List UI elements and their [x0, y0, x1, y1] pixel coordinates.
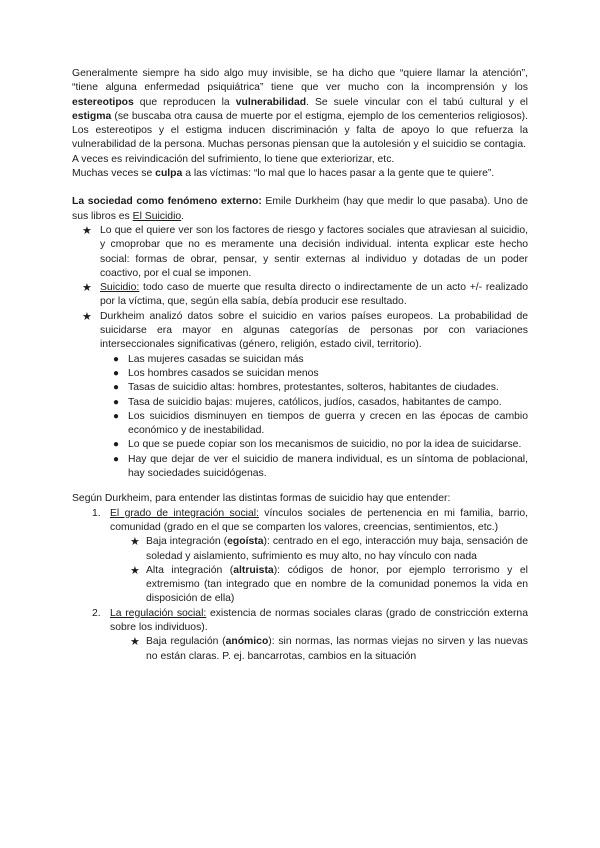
sub-list-regulacion — [110, 635, 528, 664]
document-body — [72, 67, 528, 664]
keyword-culpa: culpa — [155, 168, 183, 180]
star-bullet-icon: ★ — [130, 536, 140, 549]
list-item: 1. El grado de integración social: vínculos sociales de pertenencia en mi familia, barrio, comunidad (grado en el que se comparten los valores, creencias, sentimientos, etc.) ★ Baja integración (egoísta): centrado en el ego, interacción muy baja, sensación de soledad y aislamiento, sufrimiento es muy alto, no hay vínculo con nada ★ Alta integración (altruista): códigos de honor, por ejemplo terrorismo y el extremismo (tan integrado que en nombre de la comunidad ponemos la vida en disposición de ella) — [72, 507, 528, 607]
list-item: ★ Lo que el quiere ver son los factores de riesgo y factores sociales que atraviesan al suicidio, y cmoprobar que no es meramente una decisión individual. intenta explicar este hecho social: formas de obrar, pensar, y sentir externas al individuo y dotadas de un poder coactivo, por el cual se imponen. — [82, 224, 528, 279]
list-item: ● Lo que se puede copiar son los mecanismos de suicidio, no por la idea de suicidarse. — [128, 438, 528, 452]
list-item: ● Las mujeres casadas se suicidan más — [128, 353, 528, 367]
list-number: 1. — [92, 507, 101, 519]
keyword-altruista: altruista — [233, 564, 274, 576]
list-item: ● Los suicidios disminuyen en tiempos de guerra y crecen en las épocas de cambio económico y de inestabilidad. — [113, 410, 528, 437]
keyword-estereotipos: estereotipos — [72, 96, 134, 108]
keyword-estigma: estigma — [72, 110, 112, 122]
star-list-durkheim — [72, 224, 528, 353]
list-item: ● Tasa de suicidio bajas: mujeres, católicos, judíos, casados, habitantes de campo. — [128, 396, 528, 410]
intro-paragraph-2: A veces es reivindicación del sufrimiento, lo tiene que exteriorizar, etc. — [72, 153, 395, 165]
star-bullet-icon: ★ — [82, 310, 92, 323]
star-bullet-icon: ★ — [82, 224, 92, 237]
dot-bullet-icon: ● — [113, 353, 120, 365]
list-item: ★ Baja regulación (anómico): sin normas, las normas viejas no sirven y las nuevas no están claras. P. ej. bancarrotas, cambios en la situación — [130, 636, 528, 662]
list-item: 2. La regulación social: existencia de normas sociales claras (grado de constricción externa sobre los individuos). ★ Baja regulación (anómico): sin normas, las normas viejas no sirven y las nuevas no están claras. P. ej. bancarrotas, cambios en la situación — [72, 607, 528, 664]
dot-bullet-icon: ● — [113, 382, 120, 394]
list-item: ● Hay que dejar de ver el suicidio de manera individual, es un síntoma de poblacional, hay sociedades suicidógenas. — [113, 453, 528, 480]
list-number: 2. — [92, 607, 101, 619]
intro-paragraph-1: Generalmente siempre ha sido algo muy invisible, se ha dicho que “quiere llamar la atención”, “tiene alguna enfermedad psiquiátrica” tiene que ver mucho con la incomprensión y los estereotipos que reproducen la vulnerabilidad. Se suele vincular con el tabú cultural y el estigma (se buscaba otra causa de muerte por el estigma, ejemplo de los cementerios religiosos). Los estereotipos y el estigma inducen discriminación y falta de apoyo lo que refuerza la vulnerabilidad de la persona. Muchas personas piensan que la autolesión y el suicidio se contagia. — [72, 68, 528, 151]
term-regulacion-social: La regulación social: — [110, 607, 207, 619]
dot-bullet-icon: ● — [113, 410, 120, 422]
term-integracion-social: El grado de integración social: — [110, 507, 259, 519]
section-intro-forms: Según Durkheim, para entender las distintas formas de suicidio hay que entender: — [72, 493, 451, 505]
star-bullet-icon: ★ — [130, 564, 140, 577]
dot-bullet-icon: ● — [113, 439, 120, 451]
keyword-egoista: egoísta — [227, 536, 264, 548]
list-item: ★ Suicidio: todo caso de muerte que resulta directo o indirectamente de un acto +/- realizado por la víctima, que, según ella sabía, debía producir ese resultado. — [82, 282, 528, 308]
star-bullet-icon: ★ — [130, 636, 140, 649]
section-heading-durkheim: La sociedad como fenómeno externo: Emile Durkheim (hay que medir lo que pasaba). Uno de sus libros es El Suicidio. — [72, 196, 528, 222]
book-title-el-suicidio: El Suicidio — [132, 210, 182, 222]
dot-bullet-icon: ● — [113, 396, 120, 408]
section-title: La sociedad como fenómeno externo: — [72, 196, 262, 208]
sub-list-integracion — [110, 535, 528, 606]
list-item: ● Tasas de suicidio altas: hombres, protestantes, solteros, habitantes de ciudades. — [128, 381, 528, 395]
list-item: ★ Alta integración (altruista): códigos de honor, por ejemplo terrorismo y el extremismo (tan integrado que en nombre de la comunidad ponemos la vida en disposición de ella) — [130, 564, 528, 605]
list-item: ● Los hombres casados se suicidan menos — [128, 367, 528, 381]
list-item: ★ Durkheim analizó datos sobre el suicidio en varios países europeos. La probabilidad de suicidarse era mayor en algunas categorías de personas por con variaciones interseccionales significativas (género, religión, estado civil, territorio). — [82, 310, 528, 351]
keyword-anomico: anómico — [225, 636, 269, 648]
intro-paragraph-3: Muchas veces se culpa a las víctimas: “lo mal que lo haces pasar a la gente que te quiere”. — [72, 168, 495, 180]
star-bullet-icon: ★ — [82, 282, 92, 295]
dot-bullet-icon: ● — [113, 367, 120, 379]
keyword-vulnerabilidad: vulnerabilidad — [235, 96, 307, 108]
list-item: ★ Baja integración (egoísta): centrado en el ego, interacción muy baja, sensación de soledad y aislamiento, sufrimiento es muy alto, no hay vínculo con nada — [130, 536, 528, 562]
dot-bullet-icon: ● — [113, 453, 120, 465]
dot-list-findings — [72, 353, 528, 482]
numbered-list-factors — [72, 507, 528, 664]
term-suicidio: Suicidio: — [100, 282, 140, 294]
